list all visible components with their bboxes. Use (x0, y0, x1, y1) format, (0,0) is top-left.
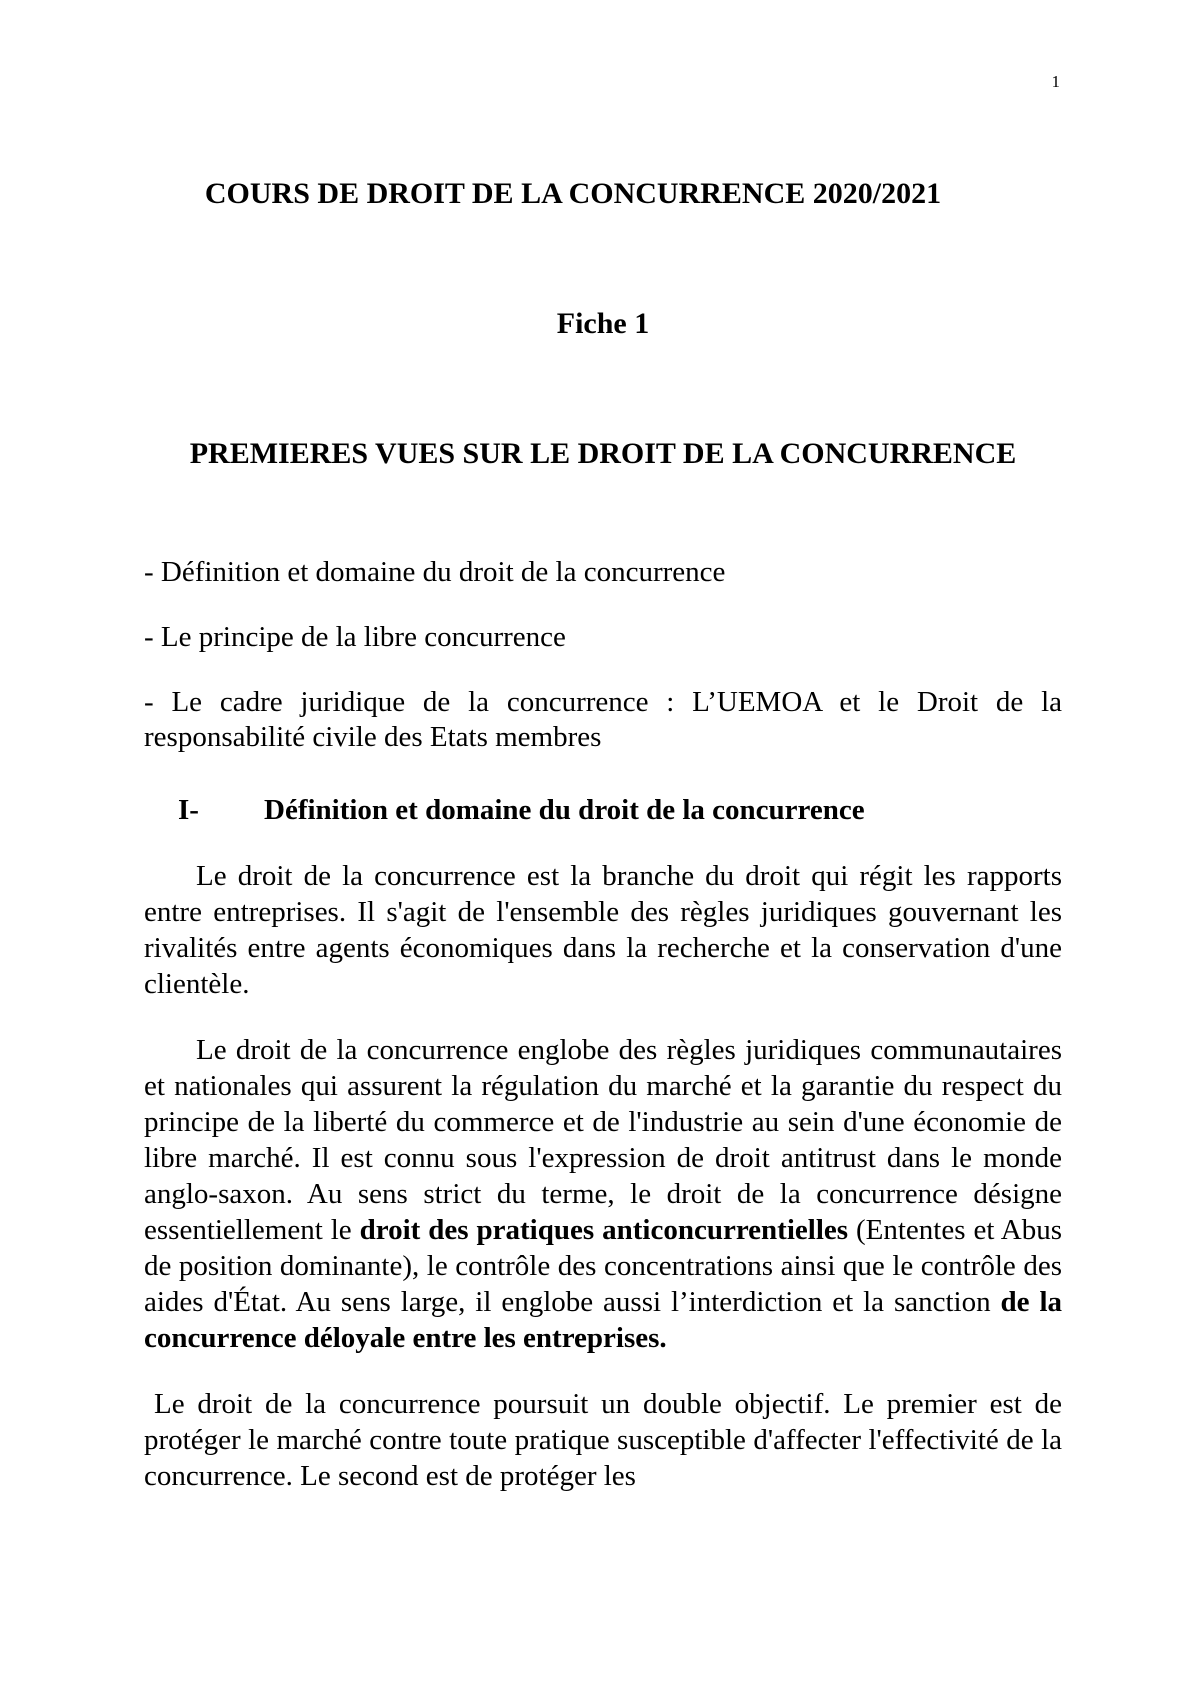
paragraph-3-text: Le droit de la concurrence poursuit un double objectif. Le premier est de protéger le marché contre toute pratique susceptible d'affecter l'effectivité de la concurrence. Le second est de protéger les (144, 1388, 1062, 1492)
paragraph-3 (144, 1386, 1062, 1494)
paragraph-1-text: Le droit de la concurrence est la branche du droit qui régit les rapports entre entreprises. Il s'agit de l'ensemble des règles juridiques gouvernant les rivalités entre agents économiques dans la recherche et la conservation d'une clientèle. (144, 860, 1062, 1000)
paragraph-2-bold-a: droit des pratiques anticoncurrentielles (359, 1214, 849, 1246)
paragraph-2 (144, 1032, 1062, 1356)
paragraph-2-text-a: Le droit de la concurrence englobe des règles juridiques communautaires et nationales qui assurent la régulation du marché et la garantie du respect du principe de la liberté du commerce et de l'industrie au sein d'une économie de libre marché. Il est connu sous l'expression de droit antitrust dans le monde anglo-saxon. Au sens strict du terme, le droit de la concurrence désigne essentiellement le (144, 1034, 1062, 1246)
section-body (144, 858, 1062, 1524)
fiche-title: Fiche 1 (556, 307, 650, 340)
chapter-title: PREMIERES VUES SUR LE DROIT DE LA CONCURRENCE (189, 437, 1017, 470)
section-heading (178, 793, 865, 828)
topic-item: - Définition et domaine du droit de la concurrence (144, 556, 726, 588)
course-title: COURS DE DROIT DE LA CONCURRENCE 2020/2021 (204, 177, 942, 210)
paragraph-2-bold-b: de la concurrence déloyale entre les entreprises. (144, 1286, 1063, 1354)
page-number: 1 (1051, 72, 1060, 91)
topic-item: - Le principe de la libre concurrence (144, 621, 566, 653)
topic-list (144, 555, 1062, 785)
section-title: Définition et domaine du droit de la concurrence (264, 794, 865, 826)
paragraph-2-text-b: (Ententes et Abus de position dominante), le contrôle des concentrations ainsi que le contrôle des aides d'État. Au sens large, il englobe aussi l’interdiction et la sanction (144, 1214, 1063, 1318)
section-number: I- (178, 794, 199, 826)
topic-item: - Le cadre juridique de la concurrence : L’UEMOA et le Droit de la responsabilité civile des Etats membres (144, 686, 1062, 753)
paragraph-1 (144, 858, 1062, 1002)
